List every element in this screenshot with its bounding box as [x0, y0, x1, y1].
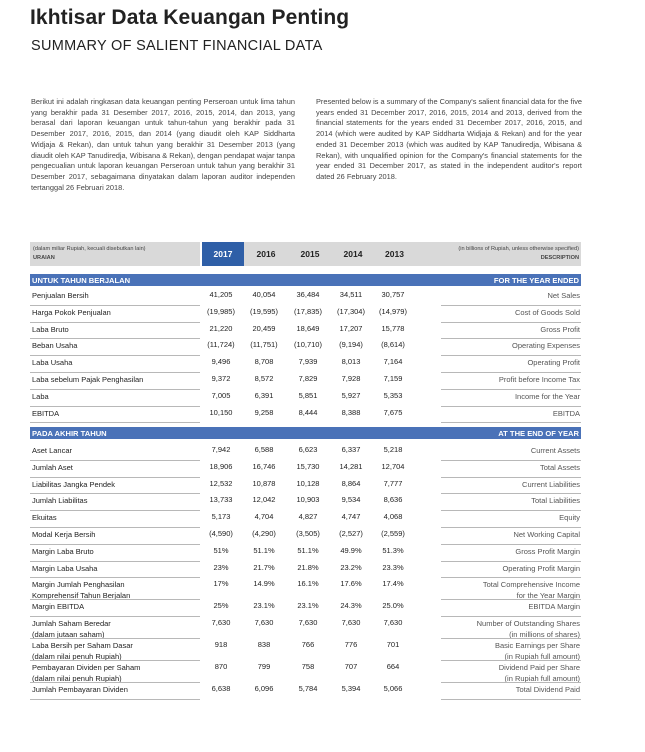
- row-label-id-text: Margin EBITDA: [32, 602, 85, 612]
- table-row: [30, 338, 581, 355]
- value-2015: 7,939: [298, 357, 318, 367]
- row-label-id: [32, 290, 202, 301]
- table-row: [30, 406, 581, 423]
- value-2014: 7,928: [341, 374, 361, 383]
- page-title: Ikhtisar Data Keuangan Penting: [30, 6, 350, 29]
- value-2016: 16,746: [252, 461, 276, 471]
- value-2017: 5,173: [211, 512, 231, 522]
- table-row: [30, 460, 581, 477]
- table-row: [30, 599, 581, 616]
- row-label-id-text: Laba Bersih per Saham Dasar: [32, 641, 133, 651]
- value-2013: 7,777: [383, 478, 403, 488]
- value-2014: 5,394: [341, 684, 361, 694]
- value-2015: 5,784: [298, 684, 318, 694]
- value-2014: 4,747: [341, 512, 361, 522]
- row-label-en: [440, 374, 580, 385]
- row-label-en-text: Gross Profit: [540, 324, 580, 334]
- table-row: [30, 389, 581, 406]
- row-label-id-text: Laba Bruto: [32, 324, 69, 334]
- row-label-id: [32, 512, 202, 523]
- value-2017: 51%: [213, 545, 229, 555]
- value-2017: (19,985): [207, 306, 235, 316]
- value-2017: 9,496: [211, 357, 231, 367]
- value-2014: (2,527): [339, 529, 363, 538]
- value-2013: 15,778: [381, 323, 405, 333]
- row-label-en-text: Profit before Income Tax: [498, 375, 580, 384]
- year-2017-header: 2017: [202, 242, 244, 266]
- value-2016: 8,708: [254, 357, 274, 367]
- row-label-en-text: Gross Profit Margin: [515, 546, 580, 556]
- value-2017: (11,724): [207, 340, 235, 350]
- row-label-en-text: Operating Expenses: [512, 341, 580, 351]
- value-2013: 5,353: [383, 390, 403, 400]
- table-row: [30, 616, 581, 638]
- row-label-id: [32, 684, 202, 695]
- section2-title-id: PADA AKHIR TAHUN: [32, 429, 107, 438]
- value-2015: 766: [301, 640, 315, 650]
- row-label-id-text: Beban Usaha: [32, 341, 78, 351]
- row-label-id-text: Penjualan Bersih: [32, 291, 89, 300]
- row-label-en: [440, 546, 580, 557]
- row-label-id-text: Pembayaran Dividen per Saham: [32, 663, 141, 673]
- year-2014-header: 2014: [332, 242, 374, 266]
- row-label-id-text: Laba sebelum Pajak Penghasilan: [32, 375, 144, 384]
- value-2017: 18,906: [209, 461, 233, 471]
- value-2016: 10,878: [252, 478, 276, 488]
- row-label-id: [32, 357, 202, 368]
- table-row: [30, 527, 581, 544]
- value-2013: 25.0%: [382, 601, 404, 611]
- row-label-en: [440, 307, 580, 318]
- row-label-en: [440, 357, 580, 368]
- intro-paragraph-id: Berikut ini adalah ringkasan data keuangan penting Perseroan untuk lima tahun yang berakhir pada 31 Desember 2017, 2016, 2015, 2014, dan 2013, yang berasal dari laporan keuangan untuk tahun-tahun yang berakhir pada 31 Desember 2017, 2016, 2015, dan 2014 (yang diaudit oleh KAP Siddharta Widjaja & Rekan), dan untuk tahun yang berakhir 31 Desember 2013 (yang diaudit oleh KAP Tanudiredja, Wibisana & Rekan), dengan pendapat wajar tanpa pengecualian untuk laporan keuangan Perseroan untuk tahun yang berakhir 31 Desember 2017, sebagaimana dinyatakan dalam laporan auditor independen tertanggal 26 Februari 2018.: [31, 97, 295, 192]
- row-label-en-text: Number of Outstanding Shares: [476, 619, 580, 629]
- row-label-id: [32, 324, 202, 335]
- row-label-en-text: Income for the Year: [514, 391, 580, 401]
- value-2017: 10,150: [209, 407, 233, 417]
- value-2016: 6,391: [254, 390, 274, 400]
- row-label-en-text: Total Assets: [539, 462, 580, 472]
- table-row: [30, 355, 581, 372]
- value-2016: 21.7%: [253, 562, 275, 572]
- row-label-en-sub: (in millions of shares): [509, 630, 580, 640]
- row-label-id-text: Laba Usaha: [32, 358, 73, 368]
- value-2013: 7,164: [383, 357, 403, 367]
- table-row: [30, 372, 581, 389]
- row-label-en: [440, 684, 580, 695]
- value-2016: 8,572: [254, 374, 274, 383]
- row-label-id: [32, 479, 202, 490]
- row-label-id-text: Margin Laba Usaha: [32, 563, 98, 573]
- value-2015: 7,829: [298, 374, 318, 383]
- row-label-en: [440, 601, 580, 612]
- value-2017: 25%: [213, 601, 229, 611]
- table-row: [30, 443, 581, 460]
- row-label-id: [32, 495, 202, 506]
- value-2016: 14.9%: [253, 579, 275, 589]
- value-2017: 12,532: [209, 478, 233, 488]
- row-label-en-text: Current Liabilities: [522, 479, 580, 489]
- value-2016: 799: [257, 662, 271, 672]
- value-2017: (4,590): [209, 529, 233, 538]
- row-label-id-text: Laba: [32, 391, 49, 401]
- row-label-id-text: Jumlah Pembayaran Dividen: [32, 685, 128, 695]
- row-label-en: [440, 563, 580, 574]
- row-label-id-text: Jumlah Saham Beredar: [32, 619, 111, 629]
- row-label-en: [440, 462, 580, 473]
- row-label-en-text: Net Sales: [547, 291, 580, 300]
- value-2015: 51.1%: [297, 545, 319, 555]
- row-label-id-text: Margin Laba Bruto: [32, 546, 94, 556]
- table-row: [30, 577, 581, 599]
- value-2017: 7,005: [211, 390, 231, 400]
- row-divider: [30, 422, 200, 423]
- value-2014: 34,511: [339, 290, 363, 299]
- row-label-id-text: Liabilitas Jangka Pendek: [32, 479, 115, 489]
- row-label-id: [32, 563, 202, 574]
- table-header: [30, 242, 581, 266]
- value-2015: 7,630: [298, 618, 318, 628]
- value-2014: (17,304): [337, 306, 365, 316]
- row-label-id-sub: (dalam nilai penuh Rupiah): [32, 652, 122, 662]
- header-spacer: [415, 242, 445, 266]
- value-2013: 5,066: [383, 684, 403, 694]
- value-2015: 6,623: [298, 445, 318, 454]
- row-label-en: [440, 479, 580, 490]
- section1-title-id: UNTUK TAHUN BERJALAN: [32, 276, 131, 285]
- header-note-en: (in billions of Rupiah, unless otherwise specified): [458, 246, 579, 252]
- value-2017: 6,638: [211, 684, 231, 694]
- value-2013: (14,979): [379, 306, 407, 316]
- table-row: [30, 561, 581, 578]
- value-2014: 24.3%: [340, 601, 362, 611]
- value-2013: 701: [386, 640, 400, 650]
- intro-paragraph-en: Presented below is a summary of the Company's salient financial data for the five years ended 31 December 2017, 2016, 2015, 2014 and 2013, derived from the financial statements for the years ended 31 December 2017, 2016, 2015, and 2014 (which were audited by KAP Siddharta Widjaja & Rekan) and for the year ended 31 December 2013 (which was audited by KAP Tanudiredja, Wibisana & Rekan), with unqualified opinion for the Company's financial statements for the year ended 31 December 2017, as stated in the independent auditor's report dated 26 February 2018.: [316, 97, 582, 181]
- header-label-id: URAIAN: [33, 255, 55, 261]
- value-2017: 870: [214, 662, 228, 672]
- row-label-en: [440, 618, 580, 640]
- row-label-en-text: Equity: [559, 513, 580, 523]
- row-label-en: [440, 324, 580, 335]
- value-2014: 23.2%: [340, 562, 362, 572]
- value-2016: 6,096: [254, 684, 274, 694]
- value-2015: 15,730: [296, 461, 320, 471]
- value-2013: 7,675: [383, 407, 403, 417]
- row-label-id: [32, 662, 202, 684]
- row-label-id-text: Ekuitas: [32, 513, 57, 523]
- row-label-id: [32, 307, 202, 318]
- row-label-en-text: Total Comprehensive Income: [482, 580, 580, 590]
- value-2017: 9,372: [211, 374, 231, 383]
- value-2014: 8,388: [341, 407, 361, 417]
- value-2015: 23.1%: [297, 601, 319, 611]
- value-2015: 10,128: [296, 478, 320, 488]
- year-2015-header: 2015: [288, 242, 332, 266]
- value-2014: (9,194): [339, 340, 363, 350]
- value-2014: 9,534: [341, 495, 361, 505]
- value-2013: (8,614): [381, 340, 405, 350]
- table-row: [30, 638, 581, 660]
- table-row: [30, 477, 581, 494]
- value-2013: 7,159: [383, 374, 403, 383]
- table-row: [30, 493, 581, 510]
- row-divider-en: [441, 699, 581, 700]
- row-label-en: [440, 445, 580, 456]
- value-2015: 758: [301, 662, 315, 672]
- table-row: [30, 660, 581, 682]
- year-2016-header: 2016: [244, 242, 288, 266]
- value-2015: 16.1%: [297, 579, 319, 589]
- value-2014: 17.6%: [340, 579, 362, 589]
- row-label-en-text: Dividend Paid per Share: [498, 663, 580, 673]
- row-label-en-sub: (in Rupiah full amount): [504, 674, 580, 684]
- header-left: [30, 242, 200, 266]
- value-2013: 5,218: [383, 445, 403, 454]
- row-label-en: [440, 290, 580, 301]
- row-label-id: [32, 408, 202, 419]
- row-label-id-sub: (dalam nilai penuh Rupiah): [32, 674, 122, 684]
- row-label-en-sub: (in Rupiah full amount): [504, 652, 580, 662]
- row-label-en-text: Operating Profit Margin: [502, 563, 580, 573]
- row-label-id: [32, 601, 202, 612]
- value-2014: 7,630: [341, 618, 361, 628]
- row-label-id-text: Aset Lancar: [32, 446, 73, 455]
- table-row: [30, 288, 581, 305]
- value-2017: 41,205: [209, 290, 233, 299]
- value-2015: 5,851: [298, 390, 318, 400]
- value-2017: 7,630: [211, 618, 231, 628]
- value-2015: 4,827: [298, 512, 318, 522]
- row-label-en-text: Basic Earnings per Share: [494, 641, 580, 651]
- value-2016: (4,290): [252, 529, 276, 538]
- value-2015: 10,903: [296, 495, 320, 505]
- row-label-id-text: Jumlah Liabilitas: [32, 496, 88, 506]
- value-2014: 776: [344, 640, 358, 650]
- value-2015: 18,649: [296, 323, 320, 333]
- value-2013: 8,636: [383, 495, 403, 505]
- row-label-en-text: Total Liabilities: [531, 496, 580, 506]
- value-2015: 36,484: [296, 290, 320, 299]
- value-2016: 51.1%: [253, 545, 275, 555]
- page-subtitle: SUMMARY OF SALIENT FINANCIAL DATA: [31, 38, 323, 54]
- row-label-en-text: Current Assets: [530, 446, 580, 455]
- row-divider-en: [441, 422, 581, 423]
- value-2016: 6,588: [254, 445, 274, 454]
- value-2017: 7,942: [211, 445, 231, 454]
- table-row: [30, 544, 581, 561]
- row-label-en-sub: for the Year Margin: [516, 591, 580, 601]
- row-label-en-text: EBITDA: [552, 408, 580, 418]
- row-label-en: [440, 340, 580, 351]
- row-label-en: [440, 512, 580, 523]
- row-label-id-text: EBITDA: [32, 408, 60, 418]
- row-label-id-sub: Komprehensif Tahun Berjalan: [32, 591, 131, 601]
- row-label-en: [440, 408, 580, 419]
- value-2014: 707: [344, 662, 358, 672]
- value-2013: 17.4%: [382, 579, 404, 589]
- value-2013: 30,757: [381, 290, 405, 299]
- section2-title-en: AT THE END OF YEAR: [498, 429, 579, 438]
- row-label-id-text: Margin Jumlah Penghasilan: [32, 580, 125, 590]
- row-label-id: [32, 391, 202, 402]
- value-2016: 838: [257, 640, 271, 650]
- value-2013: 7,630: [383, 618, 403, 628]
- value-2016: (19,595): [250, 306, 278, 316]
- value-2015: 8,444: [298, 407, 318, 417]
- row-label-id: [32, 374, 202, 385]
- value-2015: (10,710): [294, 340, 322, 350]
- row-label-id: [32, 340, 202, 351]
- value-2013: 4,068: [383, 512, 403, 522]
- header-note-id: (dalam miliar Rupiah, kecuali disebutkan lain): [33, 246, 146, 252]
- value-2013: 51.3%: [382, 545, 404, 555]
- value-2016: 12,042: [252, 495, 276, 505]
- row-label-id: [32, 579, 202, 601]
- row-label-id: [32, 462, 202, 473]
- value-2013: (2,559): [381, 529, 405, 538]
- value-2013: 12,704: [381, 461, 405, 471]
- value-2015: 21.8%: [297, 562, 319, 572]
- value-2017: 17%: [213, 579, 229, 589]
- value-2013: 664: [386, 662, 400, 672]
- row-label-id: [32, 640, 202, 662]
- row-label-en: [440, 529, 580, 540]
- row-label-en: [440, 662, 580, 684]
- value-2017: 918: [214, 640, 228, 650]
- row-label-id-text: Harga Pokok Penjualan: [32, 307, 111, 317]
- table-row: [30, 305, 581, 322]
- value-2016: (11,751): [250, 340, 278, 350]
- value-2013: 23.3%: [382, 562, 404, 572]
- row-label-id-text: Modal Kerja Bersih: [32, 530, 96, 539]
- row-label-en-text: Operating Profit: [527, 358, 580, 368]
- value-2016: 9,258: [254, 407, 274, 417]
- section1-bar: [30, 274, 581, 286]
- value-2014: 5,927: [341, 390, 361, 400]
- section1-title-en: FOR THE YEAR ENDED: [493, 276, 579, 285]
- section2-bar: [30, 427, 581, 439]
- value-2015: (17,835): [294, 306, 322, 316]
- table-row: [30, 322, 581, 339]
- row-label-id: [32, 445, 202, 456]
- value-2014: 8,864: [341, 478, 361, 488]
- row-label-en: [440, 391, 580, 402]
- value-2014: 8,013: [341, 357, 361, 367]
- value-2014: 49.9%: [340, 545, 362, 555]
- row-label-en-text: Net Working Capital: [513, 530, 580, 539]
- value-2017: 21,220: [209, 323, 233, 333]
- row-label-en-text: Total Dividend Paid: [515, 685, 580, 695]
- table-row: [30, 682, 581, 699]
- value-2016: 23.1%: [253, 601, 275, 611]
- value-2014: 14,281: [339, 461, 363, 471]
- value-2017: 23%: [213, 562, 229, 572]
- header-right: [445, 242, 581, 266]
- row-label-id: [32, 618, 202, 640]
- value-2017: 13,733: [209, 495, 233, 505]
- value-2016: 20,459: [252, 323, 276, 333]
- row-label-id: [32, 546, 202, 557]
- value-2014: 6,337: [341, 445, 361, 454]
- row-label-id-text: Jumlah Aset: [32, 462, 73, 472]
- row-label-en: [440, 640, 580, 662]
- value-2015: (3,505): [296, 529, 320, 538]
- value-2014: 17,207: [339, 323, 363, 333]
- value-2016: 7,630: [254, 618, 274, 628]
- year-2013-header: 2013: [374, 242, 415, 266]
- value-2016: 4,704: [254, 512, 274, 522]
- row-label-en-text: EBITDA Margin: [528, 602, 580, 612]
- row-divider: [30, 699, 200, 700]
- value-2016: 40,054: [252, 290, 276, 299]
- header-label-en: DESCRIPTION: [540, 255, 579, 261]
- row-label-id-sub: (dalam jutaan saham): [32, 630, 105, 640]
- row-label-id: [32, 529, 202, 540]
- row-label-en: [440, 579, 580, 601]
- table-row: [30, 510, 581, 527]
- row-label-en-text: Cost of Goods Sold: [514, 307, 580, 317]
- row-label-en: [440, 495, 580, 506]
